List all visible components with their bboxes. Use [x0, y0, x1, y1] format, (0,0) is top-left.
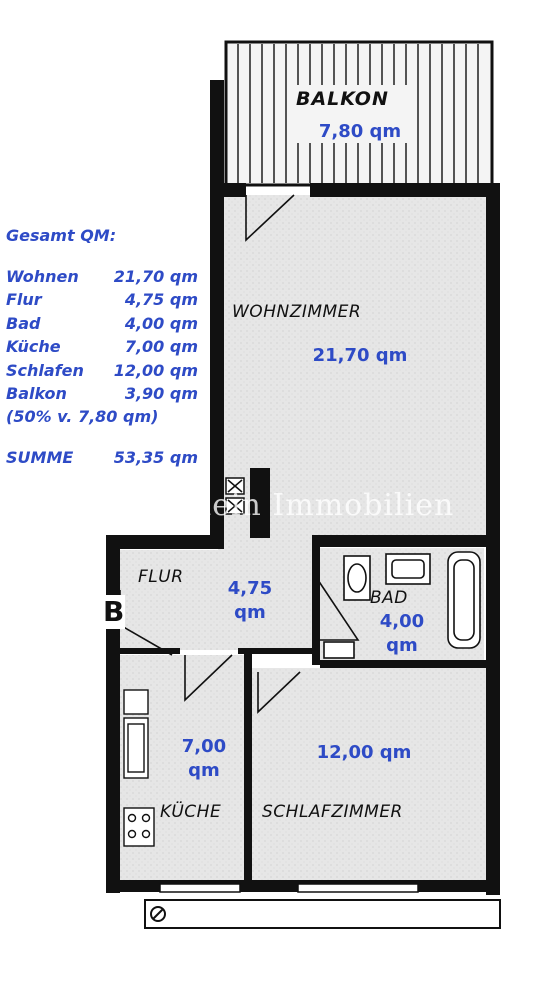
- area-summary: [6, 226, 206, 472]
- summary-row-value: 21,70 qm: [113, 267, 198, 286]
- summary-row-label: Bad: [6, 313, 41, 333]
- area-kueche-value: 7,00: [181, 736, 227, 757]
- area-bad-unit: qm: [386, 635, 418, 656]
- area-kueche-unit: qm: [188, 760, 220, 781]
- summary-row-label: Küche: [6, 337, 61, 357]
- summary-row-wohnen: [6, 267, 206, 290]
- summary-total: [6, 448, 206, 471]
- room-label-flur: FLUR: [138, 567, 184, 587]
- entrance-marker: B: [103, 595, 125, 628]
- summary-total-value: 53,35 qm: [113, 448, 198, 468]
- balcony: [226, 42, 492, 185]
- summary-row-value: 3,90 qm: [124, 383, 198, 403]
- area-balkon: 7,80 qm: [318, 121, 402, 142]
- area-bad: [370, 610, 434, 658]
- room-label-schlafzimmer: SCHLAFZIMMER: [262, 802, 403, 822]
- area-flur-unit: qm: [234, 602, 266, 623]
- summary-row-label: Schlafen: [6, 360, 84, 380]
- room-label-balkon: BALKON: [296, 88, 389, 110]
- area-wohnzimmer: 21,70 qm: [312, 345, 408, 366]
- area-kueche: [172, 735, 236, 783]
- summary-row-label: Wohnen: [6, 267, 79, 286]
- summary-row-label: Balkon: [6, 383, 67, 403]
- room-label-kueche: KÜCHE: [160, 802, 222, 822]
- watermark: © Langhein Immobilien: [70, 488, 455, 523]
- summary-total-label: SUMME: [6, 448, 74, 468]
- summary-title: Gesamt QM:: [6, 226, 117, 245]
- summary-row-label: Flur: [6, 290, 42, 310]
- summary-row-value: 4,00 qm: [124, 313, 198, 333]
- area-schlafzimmer: 12,00 qm: [316, 742, 412, 763]
- summary-row-value: 7,00 qm: [124, 337, 198, 357]
- summary-row-schlafen: [6, 361, 206, 384]
- room-label-wohnzimmer: WOHNZIMMER: [232, 302, 362, 322]
- summary-row-flur: [6, 290, 206, 313]
- area-bad-value: 4,00: [379, 611, 425, 632]
- summary-row-kueche: [6, 337, 206, 360]
- summary-row-balkon: [6, 384, 206, 407]
- area-flur: [220, 577, 280, 625]
- summary-balkon-note: (50% v. 7,80 qm): [6, 407, 159, 427]
- floor-schlafzimmer: [252, 668, 486, 882]
- summary-row-value: 12,00 qm: [113, 360, 198, 380]
- floor-flur-link: [218, 535, 318, 565]
- summary-row-value: 4,75 qm: [124, 290, 198, 310]
- room-label-bad: BAD: [370, 588, 408, 608]
- summary-row-bad: [6, 314, 206, 337]
- area-flur-value: 4,75: [227, 578, 273, 599]
